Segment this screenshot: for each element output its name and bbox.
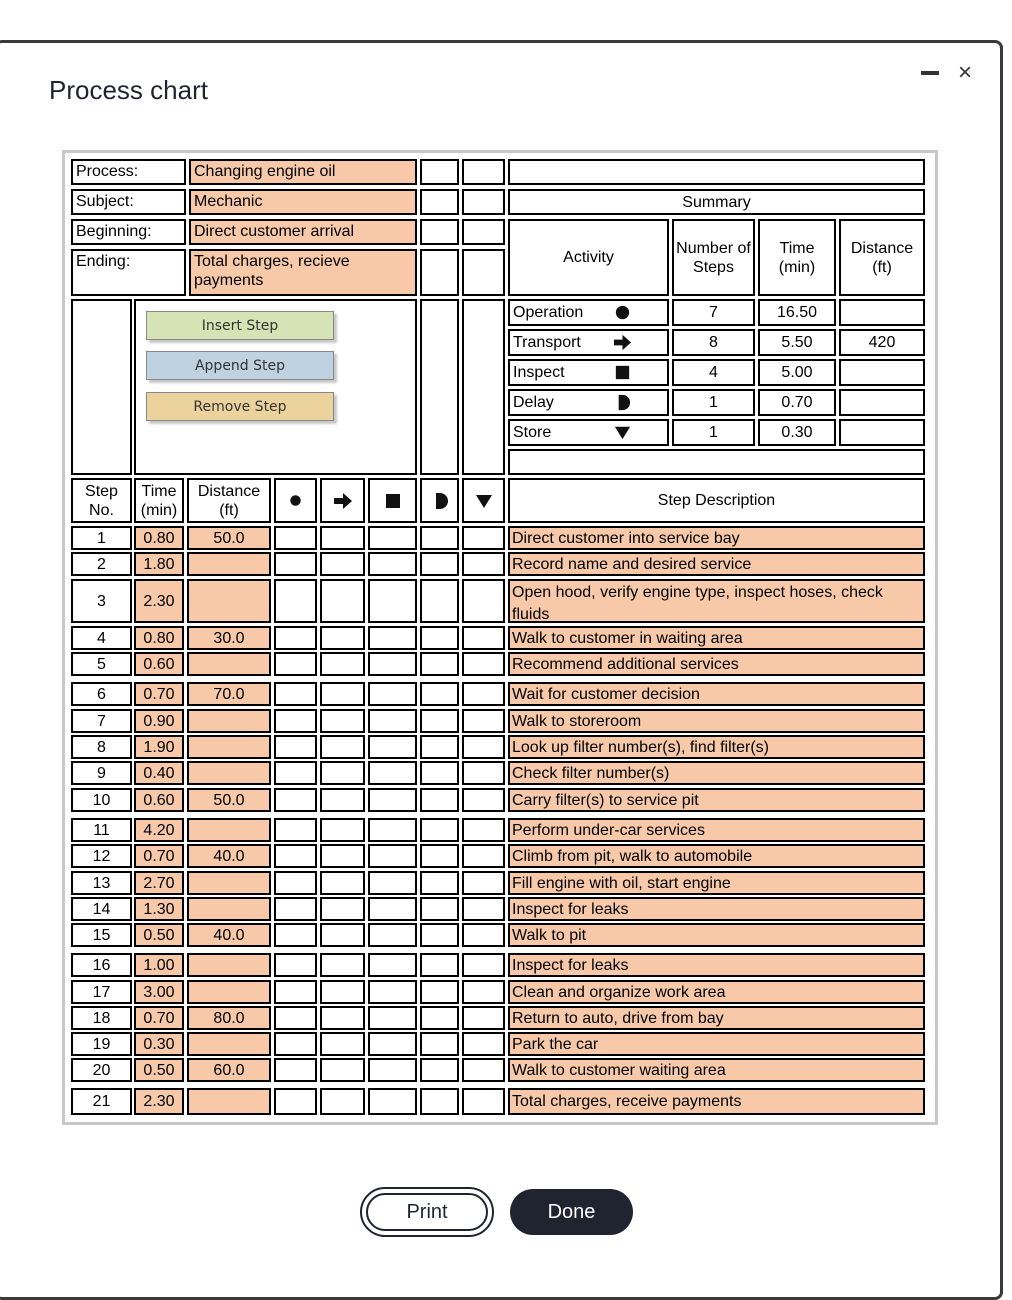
step-transport-checkbox[interactable] [320, 844, 365, 868]
step-delay-checkbox[interactable] [420, 788, 459, 812]
step-distance-input[interactable]: 60.0 [187, 1058, 271, 1082]
step-operation-checkbox[interactable] [274, 709, 317, 733]
header-label-ending: Ending: [71, 249, 186, 296]
header-blank-cell [420, 249, 459, 296]
step-description-input[interactable]: Climb from pit, walk to automobile [508, 844, 925, 868]
step-no: 21 [71, 1088, 132, 1115]
col-header-arrow-right [320, 478, 365, 523]
step-store-checkbox[interactable] [462, 871, 505, 895]
header-value-ending: Total charges, recieve payments [189, 249, 417, 296]
step-time-input[interactable]: 4.20 [134, 818, 184, 842]
summary-activity-delay [508, 389, 669, 416]
col-header-step-no: Step No. [71, 478, 132, 523]
triangle-down-icon [613, 423, 632, 442]
header-value-subject: Mechanic [189, 189, 417, 215]
step-description-input[interactable]: Return to auto, drive from bay [508, 1006, 925, 1030]
step-inspect-checkbox[interactable] [368, 844, 417, 868]
step-distance-input[interactable] [187, 652, 271, 676]
summary-bottom-blank [508, 449, 925, 475]
step-no: 2 [71, 552, 132, 576]
step-description-input[interactable]: Perform under-car services [508, 818, 925, 842]
step-no: 6 [71, 682, 132, 706]
summary-time: 0.70 [758, 389, 836, 416]
step-distance-input[interactable] [187, 897, 271, 921]
step-store-checkbox[interactable] [462, 953, 505, 977]
step-time-input[interactable]: 2.70 [134, 871, 184, 895]
col-header-circle [274, 478, 317, 523]
summary-distance [839, 419, 925, 446]
step-operation-checkbox[interactable] [274, 1088, 317, 1115]
step-no: 14 [71, 897, 132, 921]
step-operation-checkbox[interactable] [274, 761, 317, 785]
summary-activity-label: Operation [513, 304, 584, 321]
step-time-input[interactable]: 0.90 [134, 709, 184, 733]
step-inspect-checkbox[interactable] [368, 1088, 417, 1115]
step-time-input[interactable]: 0.80 [134, 526, 184, 550]
step-inspect-checkbox[interactable] [368, 761, 417, 785]
buttons-panel-blank [462, 299, 505, 475]
summary-col-distance: Distance (ft) [839, 219, 925, 296]
step-delay-checkbox[interactable] [420, 1058, 459, 1082]
step-transport-checkbox[interactable] [320, 626, 365, 650]
step-transport-checkbox[interactable] [320, 552, 365, 576]
summary-activity-label: Transport [513, 334, 581, 351]
step-description-input[interactable]: Walk to customer waiting area [508, 1058, 925, 1082]
step-inspect-checkbox[interactable] [368, 709, 417, 733]
header-value-beginning: Direct customer arrival [189, 219, 417, 245]
header-label-subject: Subject: [71, 189, 186, 215]
arrow-right-icon [613, 333, 632, 352]
summary-activity-label: Inspect [513, 364, 565, 381]
step-no: 17 [71, 980, 132, 1004]
step-inspect-checkbox[interactable] [368, 652, 417, 676]
step-no: 20 [71, 1058, 132, 1082]
step-store-checkbox[interactable] [462, 897, 505, 921]
step-delay-checkbox[interactable] [420, 526, 459, 550]
step-time-input[interactable]: 0.60 [134, 788, 184, 812]
step-distance-input[interactable] [187, 552, 271, 576]
col-header-d-shape [420, 478, 459, 523]
step-store-checkbox[interactable] [462, 1006, 505, 1030]
step-distance-input[interactable]: 80.0 [187, 1006, 271, 1030]
step-inspect-checkbox[interactable] [368, 1032, 417, 1056]
step-distance-input[interactable] [187, 1032, 271, 1056]
step-distance-input[interactable] [187, 579, 271, 623]
step-no: 1 [71, 526, 132, 550]
step-transport-checkbox[interactable] [320, 1058, 365, 1082]
step-no: 9 [71, 761, 132, 785]
step-operation-checkbox[interactable] [274, 871, 317, 895]
summary-steps: 4 [672, 359, 755, 386]
step-no: 10 [71, 788, 132, 812]
step-transport-checkbox[interactable] [320, 953, 365, 977]
step-distance-input[interactable]: 40.0 [187, 923, 271, 947]
col-header-time: Time (min) [134, 478, 184, 523]
step-no: 8 [71, 735, 132, 759]
col-header-triangle-down [462, 478, 505, 523]
insert-step-button[interactable]: Insert Step [146, 311, 334, 340]
step-transport-checkbox[interactable] [320, 761, 365, 785]
step-time-input[interactable]: 0.80 [134, 626, 184, 650]
step-time-input[interactable]: 1.80 [134, 552, 184, 576]
summary-col-activity: Activity [508, 219, 669, 296]
arrow-right-icon [333, 491, 353, 511]
step-no: 7 [71, 709, 132, 733]
step-delay-checkbox[interactable] [420, 552, 459, 576]
step-description-input[interactable]: Walk to storeroom [508, 709, 925, 733]
step-store-checkbox[interactable] [462, 788, 505, 812]
summary-activity-store [508, 419, 669, 446]
step-delay-checkbox[interactable] [420, 1032, 459, 1056]
step-description-input[interactable]: Inspect for leaks [508, 953, 925, 977]
step-store-checkbox[interactable] [462, 844, 505, 868]
header-blank-cell [462, 189, 505, 215]
step-no: 5 [71, 652, 132, 676]
step-transport-checkbox[interactable] [320, 818, 365, 842]
step-description-input[interactable]: Fill engine with oil, start engine [508, 871, 925, 895]
step-store-checkbox[interactable] [462, 552, 505, 576]
step-time-input[interactable]: 0.70 [134, 1006, 184, 1030]
step-inspect-checkbox[interactable] [368, 923, 417, 947]
step-distance-input[interactable]: 40.0 [187, 844, 271, 868]
step-operation-checkbox[interactable] [274, 682, 317, 706]
step-store-checkbox[interactable] [462, 709, 505, 733]
step-delay-checkbox[interactable] [420, 1088, 459, 1115]
circle-icon [613, 303, 632, 322]
step-store-checkbox[interactable] [462, 980, 505, 1004]
step-delay-checkbox[interactable] [420, 579, 459, 623]
step-time-input[interactable]: 1.30 [134, 897, 184, 921]
step-no: 15 [71, 923, 132, 947]
header-blank-cell [462, 159, 505, 185]
step-description-input[interactable]: Open hood, verify engine type, inspect hoses, check fluids [508, 579, 925, 623]
step-no: 16 [71, 953, 132, 977]
step-store-checkbox[interactable] [462, 818, 505, 842]
buttons-panel-blank [420, 299, 459, 475]
step-inspect-checkbox[interactable] [368, 897, 417, 921]
step-inspect-checkbox[interactable] [368, 980, 417, 1004]
step-time-input[interactable]: 2.30 [134, 1088, 184, 1115]
step-time-input[interactable]: 1.00 [134, 953, 184, 977]
step-store-checkbox[interactable] [462, 652, 505, 676]
step-inspect-checkbox[interactable] [368, 682, 417, 706]
step-distance-input[interactable] [187, 709, 271, 733]
step-time-input[interactable]: 0.50 [134, 1058, 184, 1082]
summary-distance [839, 389, 925, 416]
step-delay-checkbox[interactable] [420, 652, 459, 676]
step-delay-checkbox[interactable] [420, 897, 459, 921]
step-description-input[interactable]: Check filter number(s) [508, 761, 925, 785]
step-delay-checkbox[interactable] [420, 818, 459, 842]
col-header-square [368, 478, 417, 523]
summary-activity-transport [508, 329, 669, 356]
step-delay-checkbox[interactable] [420, 682, 459, 706]
step-store-checkbox[interactable] [462, 579, 505, 623]
step-inspect-checkbox[interactable] [368, 526, 417, 550]
step-operation-checkbox[interactable] [274, 818, 317, 842]
step-distance-input[interactable]: 50.0 [187, 788, 271, 812]
step-transport-checkbox[interactable] [320, 897, 365, 921]
step-transport-checkbox[interactable] [320, 1006, 365, 1030]
step-delay-checkbox[interactable] [420, 735, 459, 759]
step-distance-input[interactable]: 50.0 [187, 526, 271, 550]
step-inspect-checkbox[interactable] [368, 788, 417, 812]
step-operation-checkbox[interactable] [274, 980, 317, 1004]
step-description-input[interactable]: Record name and desired service [508, 552, 925, 576]
triangle-down-icon [474, 491, 494, 511]
summary-col-steps: Number of Steps [672, 219, 755, 296]
step-no: 13 [71, 871, 132, 895]
header-label-process: Process: [71, 159, 186, 185]
step-inspect-checkbox[interactable] [368, 871, 417, 895]
step-description-input[interactable]: Wait for customer decision [508, 682, 925, 706]
step-delay-checkbox[interactable] [420, 761, 459, 785]
step-distance-input[interactable] [187, 761, 271, 785]
step-time-input[interactable]: 0.50 [134, 923, 184, 947]
step-delay-checkbox[interactable] [420, 1006, 459, 1030]
step-store-checkbox[interactable] [462, 1088, 505, 1115]
summary-time: 16.50 [758, 299, 836, 326]
step-description-input[interactable]: Total charges, receive payments [508, 1088, 925, 1115]
step-inspect-checkbox[interactable] [368, 626, 417, 650]
col-header-description: Step Description [508, 478, 925, 523]
step-distance-input[interactable] [187, 735, 271, 759]
step-operation-checkbox[interactable] [274, 1006, 317, 1030]
step-time-input[interactable]: 0.70 [134, 844, 184, 868]
done-button[interactable]: Done [510, 1189, 633, 1235]
step-distance-input[interactable] [187, 1088, 271, 1115]
close-button[interactable] [958, 60, 972, 86]
step-operation-checkbox[interactable] [274, 1032, 317, 1056]
print-button-label: Print [366, 1193, 488, 1231]
step-transport-checkbox[interactable] [320, 788, 365, 812]
step-store-checkbox[interactable] [462, 526, 505, 550]
step-operation-checkbox[interactable] [274, 652, 317, 676]
step-inspect-checkbox[interactable] [368, 552, 417, 576]
summary-steps: 1 [672, 389, 755, 416]
step-inspect-checkbox[interactable] [368, 579, 417, 623]
header-blank-cell [420, 159, 459, 185]
step-operation-checkbox[interactable] [274, 552, 317, 576]
step-distance-input[interactable] [187, 953, 271, 977]
step-inspect-checkbox[interactable] [368, 735, 417, 759]
step-no: 11 [71, 818, 132, 842]
step-distance-input[interactable] [187, 871, 271, 895]
summary-distance [839, 299, 925, 326]
step-description-input[interactable]: Clean and organize work area [508, 980, 925, 1004]
step-description-input[interactable]: Park the car [508, 1032, 925, 1056]
step-transport-checkbox[interactable] [320, 579, 365, 623]
step-inspect-checkbox[interactable] [368, 1006, 417, 1030]
dialog-title: Process chart [49, 75, 208, 105]
step-no: 18 [71, 1006, 132, 1030]
step-operation-checkbox[interactable] [274, 844, 317, 868]
header-blank-cell [462, 249, 505, 296]
step-store-checkbox[interactable] [462, 761, 505, 785]
step-distance-input[interactable] [187, 980, 271, 1004]
summary-distance [839, 359, 925, 386]
summary-steps: 1 [672, 419, 755, 446]
step-transport-checkbox[interactable] [320, 871, 365, 895]
step-inspect-checkbox[interactable] [368, 818, 417, 842]
step-transport-checkbox[interactable] [320, 682, 365, 706]
step-store-checkbox[interactable] [462, 682, 505, 706]
square-icon [613, 363, 632, 382]
step-no: 3 [71, 579, 132, 623]
step-operation-checkbox[interactable] [274, 626, 317, 650]
step-transport-checkbox[interactable] [320, 1032, 365, 1056]
summary-time: 5.50 [758, 329, 836, 356]
step-no: 4 [71, 626, 132, 650]
step-transport-checkbox[interactable] [320, 1088, 365, 1115]
step-time-input[interactable]: 1.90 [134, 735, 184, 759]
summary-distance: 420 [839, 329, 925, 356]
step-operation-checkbox[interactable] [274, 1058, 317, 1082]
step-operation-checkbox[interactable] [274, 923, 317, 947]
d-shape-icon [430, 491, 450, 511]
summary-time: 5.00 [758, 359, 836, 386]
step-time-input[interactable]: 0.40 [134, 761, 184, 785]
step-store-checkbox[interactable] [462, 735, 505, 759]
step-delay-checkbox[interactable] [420, 980, 459, 1004]
summary-col-time: Time (min) [758, 219, 836, 296]
step-time-input[interactable]: 0.70 [134, 682, 184, 706]
header-value-process: Changing engine oil [189, 159, 417, 185]
summary-activity-inspect [508, 359, 669, 386]
d-shape-icon [613, 393, 632, 412]
step-operation-checkbox[interactable] [274, 897, 317, 921]
step-operation-checkbox[interactable] [274, 953, 317, 977]
step-distance-input[interactable]: 30.0 [187, 626, 271, 650]
step-description-input[interactable]: Walk to customer in waiting area [508, 626, 925, 650]
step-store-checkbox[interactable] [462, 1032, 505, 1056]
step-transport-checkbox[interactable] [320, 709, 365, 733]
step-description-input[interactable]: Carry filter(s) to service pit [508, 788, 925, 812]
step-inspect-checkbox[interactable] [368, 953, 417, 977]
summary-steps: 8 [672, 329, 755, 356]
summary-top-blank [508, 159, 925, 185]
step-time-input[interactable]: 0.30 [134, 1032, 184, 1056]
step-description-input[interactable]: Direct customer into service bay [508, 526, 925, 550]
step-distance-input[interactable] [187, 818, 271, 842]
step-delay-checkbox[interactable] [420, 626, 459, 650]
step-description-input[interactable]: Walk to pit [508, 923, 925, 947]
step-description-input[interactable]: Recommend additional services [508, 652, 925, 676]
circle-icon [288, 493, 303, 508]
step-time-input[interactable]: 2.30 [134, 579, 184, 623]
step-transport-checkbox[interactable] [320, 652, 365, 676]
step-operation-checkbox[interactable] [274, 735, 317, 759]
header-blank-cell [462, 219, 505, 245]
step-store-checkbox[interactable] [462, 626, 505, 650]
step-transport-checkbox[interactable] [320, 980, 365, 1004]
header-blank-cell [420, 219, 459, 245]
summary-activity-label: Store [513, 424, 552, 441]
col-header-distance: Distance (ft) [187, 478, 271, 523]
step-store-checkbox[interactable] [462, 1058, 505, 1082]
step-time-input[interactable]: 0.60 [134, 652, 184, 676]
step-delay-checkbox[interactable] [420, 923, 459, 947]
summary-activity-label: Delay [513, 394, 554, 411]
step-delay-checkbox[interactable] [420, 709, 459, 733]
square-icon [383, 491, 403, 511]
summary-time: 0.30 [758, 419, 836, 446]
header-label-beginning: Beginning: [71, 219, 186, 245]
remove-step-button[interactable]: Remove Step [146, 392, 334, 421]
step-delay-checkbox[interactable] [420, 871, 459, 895]
step-inspect-checkbox[interactable] [368, 1058, 417, 1082]
append-step-button[interactable]: Append Step [146, 351, 334, 380]
step-description-input[interactable]: Look up filter number(s), find filter(s) [508, 735, 925, 759]
buttons-panel-left [71, 299, 132, 475]
step-operation-checkbox[interactable] [274, 526, 317, 550]
minimize-button[interactable] [921, 66, 939, 82]
step-delay-checkbox[interactable] [420, 953, 459, 977]
step-time-input[interactable]: 3.00 [134, 980, 184, 1004]
step-operation-checkbox[interactable] [274, 788, 317, 812]
step-transport-checkbox[interactable] [320, 923, 365, 947]
step-operation-checkbox[interactable] [274, 579, 317, 623]
summary-title: Summary [508, 189, 925, 215]
step-delay-checkbox[interactable] [420, 844, 459, 868]
step-description-input[interactable]: Inspect for leaks [508, 897, 925, 921]
step-transport-checkbox[interactable] [320, 735, 365, 759]
step-distance-input[interactable]: 70.0 [187, 682, 271, 706]
step-store-checkbox[interactable] [462, 923, 505, 947]
summary-steps: 7 [672, 299, 755, 326]
close-icon: × [958, 59, 973, 86]
step-no: 19 [71, 1032, 132, 1056]
header-blank-cell [420, 189, 459, 215]
print-button[interactable] [360, 1187, 494, 1237]
summary-activity-operation [508, 299, 669, 326]
step-transport-checkbox[interactable] [320, 526, 365, 550]
step-no: 12 [71, 844, 132, 868]
